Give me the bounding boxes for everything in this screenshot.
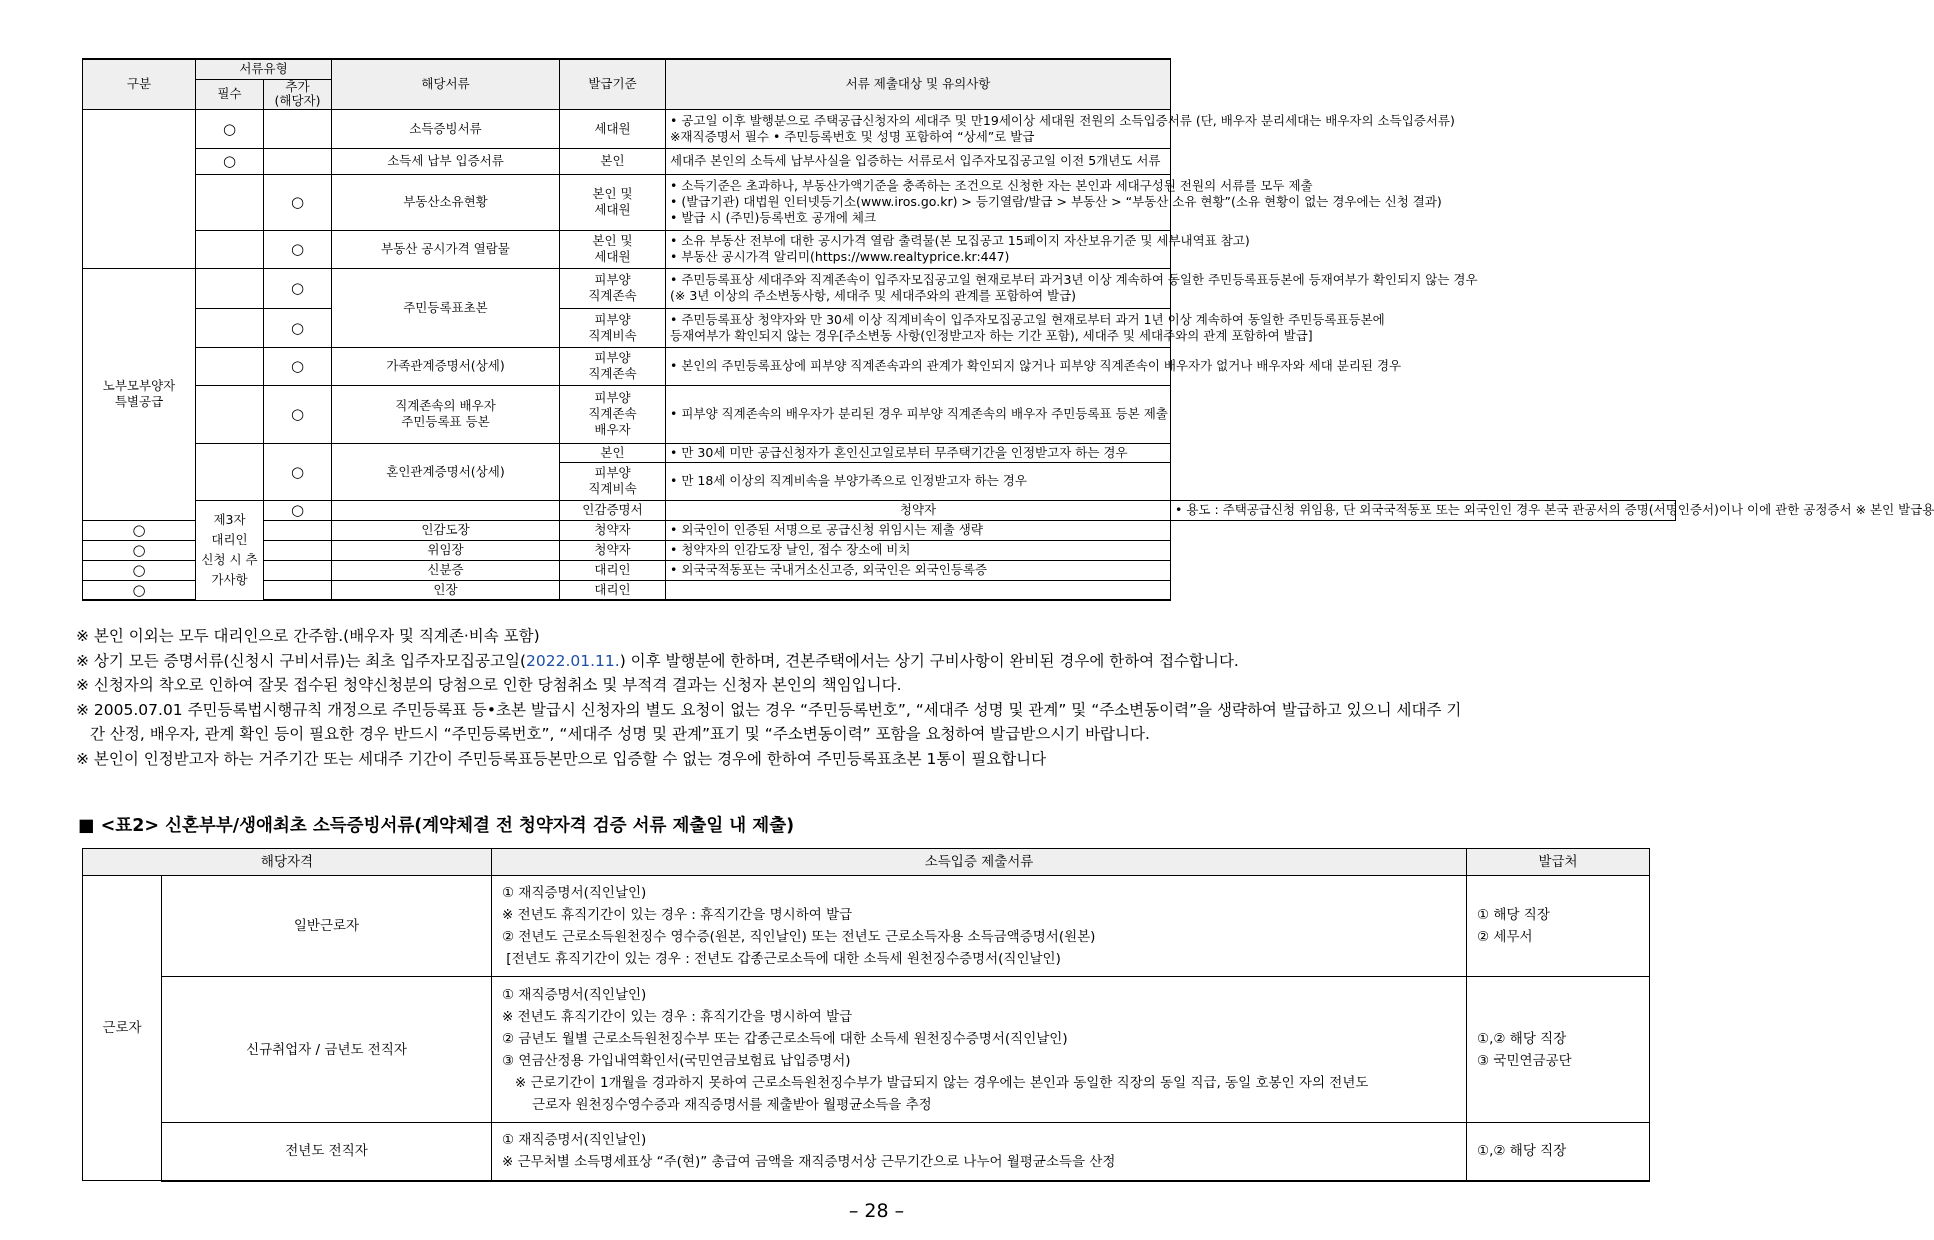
document-name: 부동산소유현황	[332, 174, 560, 230]
header-required: 필수	[196, 79, 264, 109]
issue-basis: 피부양 직계존속	[560, 268, 666, 308]
notes-cell: • 만 18세 이상의 직계비속을 부양가족으로 인정받고자 하는 경우	[666, 462, 1171, 500]
footnotes	[76, 624, 1676, 771]
required-mark	[196, 443, 264, 500]
footnote: ※ 본인이 인정받고자 하는 거주기간 또는 세대주 기간이 주민등록표등본만으로 입증할 수 없는 경우에 한하여 주민등록표초본 1통이 필요합니다	[76, 749, 1047, 768]
notes-cell: • 공고일 이후 발행분으로 주택공급신청자의 세대주 및 만19세이상 세대원 전원의 소득입증서류 (단, 배우자 분리세대는 배우자의 소득입증서류) ※재직증명서 필수 • 주민등록번호 및 성명 포함하여 “상세”로 발급	[666, 109, 1171, 148]
category-elderly-support: 노부모부양자 특별공급	[83, 268, 196, 520]
additional-mark: ○	[264, 230, 332, 268]
additional-mark	[264, 148, 332, 174]
required-mark: ○	[83, 540, 196, 560]
table-row	[83, 174, 1676, 230]
required-documents-table	[82, 58, 1934, 601]
notes-cell: • 주민등록표상 청약자와 만 30세 이상 직계비속이 입주자모집공고일 현재로부터 과거 1년 이상 계속하여 동일한 주민등록표등본에 등재여부가 확인되지 않는 경우[주소변동 사항(인정받고자 하는 기간 포함), 세대주 및 세대주와의 관계 포함하여 발급]	[666, 308, 1171, 347]
section-heading: ■ <표2> 신혼부부/생애최초 소득증빙서류(계약체결 전 청약자격 검증 서류 제출일 내 제출)	[78, 816, 795, 836]
required-mark: ○	[83, 580, 196, 600]
table-row	[83, 500, 1676, 520]
document-name: 인감도장	[332, 520, 560, 540]
table-row	[83, 876, 1650, 977]
header-additional: 추가 (해당자)	[264, 79, 332, 109]
notes-cell: 세대주 본인의 소득세 납부사실을 입증하는 서류로서 입주자모집공고일 이전 5개년도 서류	[666, 148, 1171, 174]
footnote: ※ 상기 모든 증명서류(신청시 구비서류)는 최초 입주자모집공고일(2022.01.11.) 이후 발행분에 한하며, 견본주택에서는 상기 구비사항이 완비된 경우에 한하여 접수합니다.	[76, 651, 1239, 670]
document-name: 인장	[332, 580, 560, 600]
category-proxy: 제3자 대리인 신청 시 추가사항	[196, 500, 264, 600]
footnote-continuation: 간 산정, 배우자, 관계 확인 등이 필요한 경우 반드시 “주민등록번호”, “세대주 성명 및 관계”표기 및 “주소변동이력” 포함을 요청하여 발급받으시기 바랍니다.	[90, 725, 1150, 743]
additional-mark	[264, 580, 332, 600]
document-name: 부동산 공시가격 열람물	[332, 230, 560, 268]
additional-mark: ○	[264, 443, 332, 500]
required-mark	[196, 308, 264, 347]
notes-cell: • 만 30세 미만 공급신청자가 혼인신고일로부터 무주택기간을 인정받고자 하는 경우	[666, 443, 1171, 462]
notes-cell: • 소득기준은 초과하나, 부동산가액기준을 충족하는 조건으로 신청한 자는 본인과 세대구성원 전원의 서류를 모두 제출 • (발급기관) 대법원 인터넷등기소(www.iros.go.kr) > 등기열람/발급 > 부동산 > “부동산 소유 현황”(소유 현황이 없는 경우에는 신청 결과) • 발급 시 (주민)등록번호 공개에 체크	[666, 174, 1171, 230]
document-name: 소득세 납부 입증서류	[332, 148, 560, 174]
footnote: ※ 본인 이외는 모두 대리인으로 간주함.(배우자 및 직계존·비속 포함)	[76, 627, 540, 645]
table-row	[83, 308, 1676, 347]
header-document: 해당서류	[332, 59, 560, 109]
qualification-label: 일반근로자	[162, 876, 492, 977]
additional-mark: ○	[264, 268, 332, 308]
issue-basis: 대리인	[560, 580, 666, 600]
additional-mark	[264, 560, 332, 580]
table-row	[83, 109, 1676, 148]
required-mark: ○	[196, 148, 264, 174]
group-worker: 근로자	[83, 876, 162, 1181]
required-mark: ○	[83, 520, 196, 540]
required-mark	[196, 347, 264, 385]
notes-cell: • 주민등록표상 세대주와 직계존속이 입주자모집공고일 현재로부터 과거3년 이상 계속하여 동일한 주민등록표등본에 등재여부가 확인되지 않는 경우 (※ 3년 이상의 주소변동사항, 세대주 및 세대주와의 관계를 포함하여 발급)	[666, 268, 1171, 308]
notes-cell: • 외국인이 인증된 서명으로 공급신청 위임시는 제출 생략	[666, 520, 1171, 540]
table-row	[83, 148, 1676, 174]
additional-mark	[332, 500, 560, 520]
notes-cell: • 외국국적동포는 국내거소신고증, 외국인은 외국인등록증	[666, 560, 1171, 580]
issue-basis: 세대원	[560, 109, 666, 148]
documents-cell: ① 재직증명서(직인날인) ※ 근무처별 소득명세표상 “주(현)” 총급여 금액을 재직증명서상 근무기간으로 나누어 월평균소득을 산정	[492, 1123, 1467, 1181]
issue-basis: 본인	[560, 148, 666, 174]
document-name: 소득증빙서류	[332, 109, 560, 148]
required-mark	[196, 174, 264, 230]
table-row	[83, 347, 1676, 385]
notes-cell: • 용도 : 주택공급신청 위임용, 단 외국국적동포 또는 외국인인 경우 본국 관공서의 증명(서명인증서)이나 이에 관한 공정증서 ※ 본인 발급용	[1171, 500, 1676, 520]
table-row	[83, 560, 1676, 580]
category-general	[83, 109, 196, 268]
additional-mark	[264, 520, 332, 540]
required-mark: ○	[196, 109, 264, 148]
header-doc-type: 서류유형	[196, 59, 332, 79]
header-documents: 소득입증 제출서류	[492, 849, 1467, 876]
qualification-label: 신규취업자 / 금년도 전직자	[162, 977, 492, 1123]
notice-date: 2022.01.11.	[526, 651, 620, 670]
header-notes: 서류 제출대상 및 유의사항	[666, 59, 1171, 109]
additional-mark: ○	[264, 174, 332, 230]
documents-cell: ① 재직증명서(직인날인) ※ 전년도 휴직기간이 있는 경우 : 휴직기간을 명시하여 발급 ② 금년도 월별 근로소득원천징수부 또는 갑종근로소득에 대한 소득세 원천징수증명서(직인날인) ③ 연금산정용 가입내역확인서(국민연금보험료 납입증명서) ※ 근로기간이 1개월을 경과하지 못하여 근로소득원천징수부가 발급되지 않는 경우에는 본인과 동일한 직장의 동일 직급, 동일 호봉인 자의 전년도 근로자 원천징수영수증과 재직증명서를 제출받아 월평균소득을 추정	[492, 977, 1467, 1123]
issue-basis: 본인 및 세대원	[560, 230, 666, 268]
header-issue-basis: 발급기준	[560, 59, 666, 109]
documents-cell: ① 재직증명서(직인날인) ※ 전년도 휴직기간이 있는 경우 : 휴직기간을 명시하여 발급 ② 전년도 근로소득원천징수 영수증(원본, 직인날인) 또는 전년도 근로소득자용 소득금액증명서(원본) [전년도 휴직기간이 있는 경우 : 전년도 갑종근로소득에 대한 소득세 원천징수증명서(직인날인)	[492, 876, 1467, 977]
required-mark	[196, 268, 264, 308]
additional-mark: ○	[264, 308, 332, 347]
table-row	[83, 385, 1676, 443]
issue-basis: 피부양 직계비속	[560, 462, 666, 500]
table-row	[83, 443, 1676, 462]
table-row	[83, 268, 1676, 308]
qualification-label: 전년도 전직자	[162, 1123, 492, 1181]
additional-mark: ○	[264, 385, 332, 443]
income-documents-table	[82, 848, 1650, 1182]
issue-basis: 청약자	[560, 540, 666, 560]
document-name: 주민등록표초본	[332, 268, 560, 347]
issuer-cell: ①,② 해당 직장	[1467, 1123, 1650, 1181]
document-name: 위임장	[332, 540, 560, 560]
document-name: 인감증명서	[560, 500, 666, 520]
header-issuer: 발급처	[1467, 849, 1650, 876]
issue-basis: 청약자	[666, 500, 1171, 520]
document-name: 직계존속의 배우자 주민등록표 등본	[332, 385, 560, 443]
additional-mark	[264, 109, 332, 148]
issue-basis: 피부양 직계존속	[560, 347, 666, 385]
table-row	[83, 520, 1676, 540]
issuer-cell: ①,② 해당 직장 ③ 국민연금공단	[1467, 977, 1650, 1123]
issue-basis: 본인	[560, 443, 666, 462]
table-row	[83, 1123, 1650, 1181]
footnote: ※ 2005.07.01 주민등록법시행규칙 개정으로 주민등록표 등•초본 발급시 신청자의 별도 요청이 없는 경우 “주민등록번호”, “세대주 성명 및 관계” 및 “주소변동이력”을 생략하여 발급하고 있으니 세대주 기	[76, 700, 1462, 719]
issue-basis: 본인 및 세대원	[560, 174, 666, 230]
required-mark: ○	[264, 500, 332, 520]
notes-cell: • 청약자의 인감도장 날인, 접수 장소에 비치	[666, 540, 1171, 560]
issue-basis: 피부양 직계비속	[560, 308, 666, 347]
issue-basis: 대리인	[560, 560, 666, 580]
table-row	[83, 540, 1676, 560]
required-mark	[196, 385, 264, 443]
table-row	[83, 580, 1676, 600]
additional-mark: ○	[264, 347, 332, 385]
header-category: 구분	[83, 59, 196, 109]
table-row	[83, 977, 1650, 1123]
document-name: 가족관계증명서(상세)	[332, 347, 560, 385]
required-mark	[196, 230, 264, 268]
required-mark: ○	[83, 560, 196, 580]
notes-cell: • 피부양 직계존속의 배우자가 분리된 경우 피부양 직계존속의 배우자 주민등록표 등본 제출	[666, 385, 1171, 443]
issue-basis: 청약자	[560, 520, 666, 540]
footnote: ※ 신청자의 착오로 인하여 잘못 접수된 청약신청분의 당첨으로 인한 당첨취소 및 부적격 결과는 신청자 본인의 책임입니다.	[76, 676, 902, 694]
header-qualification: 해당자격	[83, 849, 492, 876]
document-name: 신분증	[332, 560, 560, 580]
notes-cell	[666, 580, 1171, 600]
additional-mark	[264, 540, 332, 560]
issue-basis: 피부양 직계존속 배우자	[560, 385, 666, 443]
notes-cell: • 본인의 주민등록표상에 피부양 직계존속과의 관계가 확인되지 않거나 피부양 직계존속이 배우자가 없거나 배우자와 세대 분리된 경우	[666, 347, 1171, 385]
document-name: 혼인관계증명서(상세)	[332, 443, 560, 500]
notes-cell: • 소유 부동산 전부에 대한 공시가격 열람 출력물(본 모집공고 15페이지 자산보유기준 및 세부내역표 참고) • 부동산 공시가격 알리미(https://www.realtyprice.kr:447)	[666, 230, 1171, 268]
table-row	[83, 230, 1676, 268]
page-number: – 28 –	[848, 1200, 905, 1222]
issuer-cell: ① 해당 직장 ② 세무서	[1467, 876, 1650, 977]
